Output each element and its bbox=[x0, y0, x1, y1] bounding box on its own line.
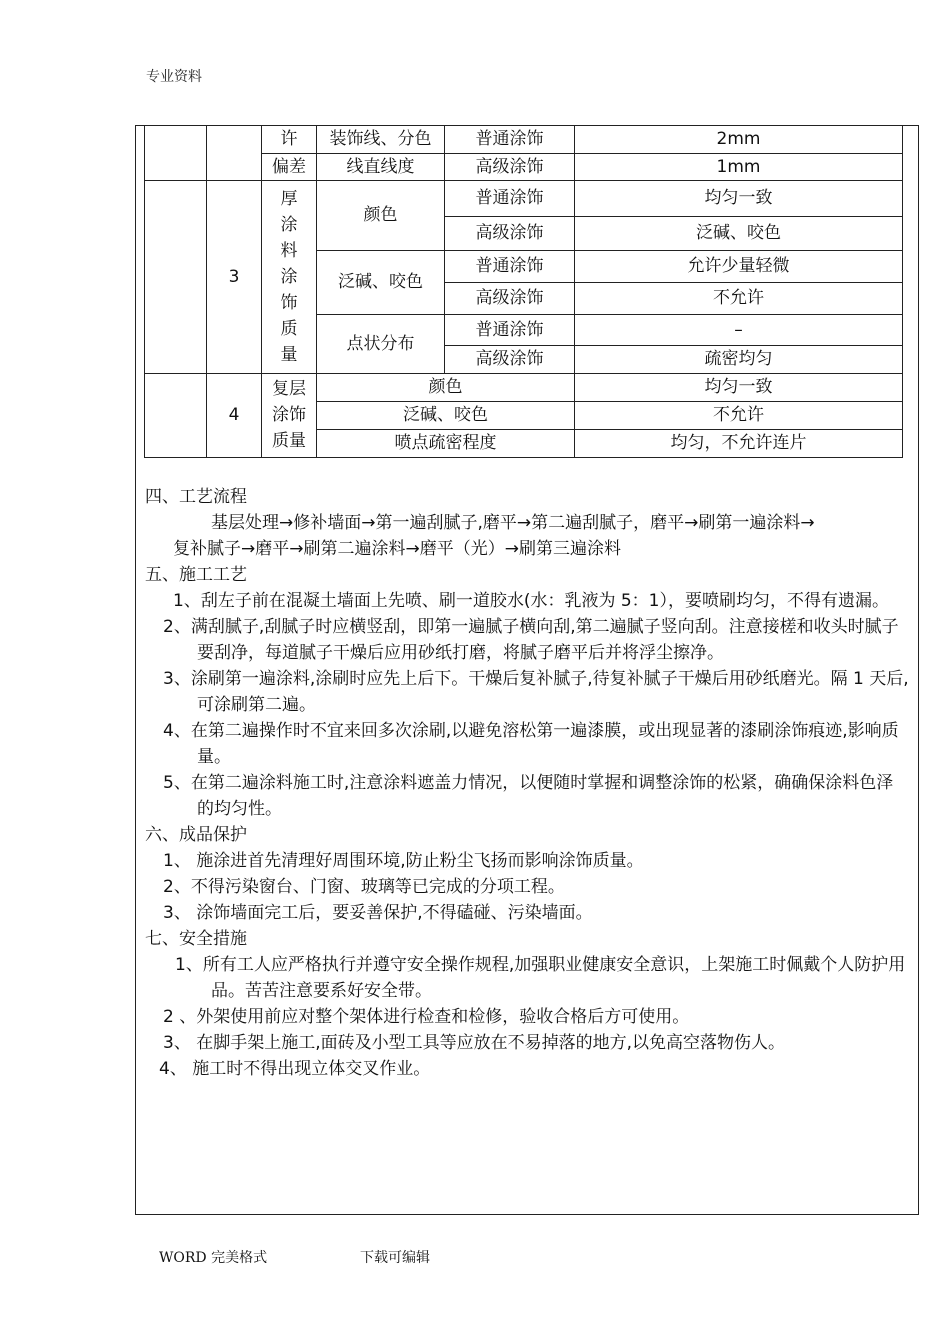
section-name-char: 厚 bbox=[280, 188, 298, 209]
table-row bbox=[145, 180, 903, 216]
section-name-line: 质量 bbox=[272, 431, 306, 451]
table-cell-value: 疏密均匀 bbox=[575, 345, 903, 373]
footer-left-label: WORD 完美格式 bbox=[159, 1250, 268, 1266]
table-cell-grade: 高级涂饰 bbox=[445, 282, 575, 314]
table-cell-grade: 普通涂饰 bbox=[445, 250, 575, 282]
section-number: 3 bbox=[207, 180, 262, 373]
table-cell-value: 均匀一致 bbox=[575, 373, 903, 401]
table-cell-value: – bbox=[575, 314, 903, 345]
table-cell-grade: 高级涂饰 bbox=[445, 153, 575, 180]
section-name-line: 复层 bbox=[272, 379, 306, 399]
table-cell-value: 不允许 bbox=[575, 282, 903, 314]
table-cell-blank bbox=[207, 125, 262, 180]
table-cell-part: 泛碱、咬色 bbox=[317, 401, 575, 429]
section-name-vertical bbox=[262, 373, 317, 457]
table-cell-grade: 高级涂饰 bbox=[445, 216, 575, 250]
table-cell-item: 许 bbox=[262, 125, 317, 153]
section-name-char: 饰 bbox=[280, 292, 298, 313]
section-name-char: 涂 bbox=[280, 214, 298, 235]
section-name-char: 质 bbox=[280, 318, 298, 339]
list-item: 1、所有工人应严格执行并遵守安全操作规程,加强职业健康安全意识，上架施工时佩戴个人防护用品。苦苦注意要系好安全带。 bbox=[175, 955, 906, 1001]
list-item: 1、刮左子前在混凝土墙面上先喷、刷一道胶水(水：乳液为 5：1），要喷刷均匀，不得有遗漏。 bbox=[173, 591, 889, 611]
table-cell-part: 颜色 bbox=[317, 180, 445, 250]
section-heading: 七、安全措施 bbox=[145, 929, 247, 949]
section-name-char: 量 bbox=[280, 344, 298, 365]
list-item: 4、在第二遍操作时不宜来回多次涂刷,以避免溶松第一遍漆膜，或出现显著的漆刷涂饰痕迹,影响质量。 bbox=[163, 721, 899, 767]
section-heading: 四、工艺流程 bbox=[145, 487, 247, 507]
section-name-char: 料 bbox=[280, 240, 298, 261]
section-heading: 六、成品保护 bbox=[145, 825, 247, 845]
table-cell-part: 颜色 bbox=[317, 373, 575, 401]
list-item: 3、 在脚手架上施工,面砖及小型工具等应放在不易掉落的地方,以免高空落物伤人。 bbox=[163, 1033, 786, 1053]
list-item: 1、 施涂进首先清理好周围环境,防止粉尘飞扬而影响涂饰质量。 bbox=[163, 851, 644, 871]
list-item: 3、涂刷第一遍涂料,涂刷时应先上后下。干燥后复补腻子,待复补腻子干燥后用砂纸磨光。隔 1 天后,可涂刷第二遍。 bbox=[163, 669, 909, 715]
process-flow-line: 复补腻子→磨平→刷第二遍涂料→磨平（光）→刷第三遍涂料 bbox=[173, 539, 621, 559]
section-number: 4 bbox=[207, 373, 262, 457]
table-row bbox=[145, 373, 903, 401]
section-name-vertical bbox=[262, 180, 317, 373]
quality-spec-table bbox=[144, 125, 903, 458]
list-item: 4、 施工时不得出现立体交叉作业。 bbox=[159, 1059, 431, 1079]
table-cell-grade: 普通涂饰 bbox=[445, 125, 575, 153]
table-cell-grade: 普通涂饰 bbox=[445, 314, 575, 345]
table-cell-value: 允许少量轻微 bbox=[575, 250, 903, 282]
table-cell-part: 装饰线、分色 bbox=[317, 125, 445, 153]
list-item: 2、满刮腻子,刮腻子时应横竖刮，即第一遍腻子横向刮,第二遍腻子竖向刮。注意接槎和收头时腻子要刮净，每道腻子干燥后应用砂纸打磨，将腻子磨平后并将浮尘擦净。 bbox=[163, 617, 899, 663]
document-body bbox=[145, 484, 910, 1082]
page-header-label: 专业资料 bbox=[146, 69, 202, 85]
table-cell-blank bbox=[145, 125, 207, 180]
table-cell-part: 喷点疏密程度 bbox=[317, 429, 575, 457]
table-cell-value: 1mm bbox=[575, 153, 903, 180]
list-item: 2、不得污染窗台、门窗、玻璃等已完成的分项工程。 bbox=[163, 877, 565, 897]
table-cell-part: 线直线度 bbox=[317, 153, 445, 180]
list-item: 2 、外架使用前应对整个架体进行检查和检修，验收合格后方可使用。 bbox=[163, 1007, 690, 1027]
table-cell-item: 偏差 bbox=[262, 153, 317, 180]
table-row bbox=[145, 125, 903, 153]
table-cell-value: 不允许 bbox=[575, 401, 903, 429]
table-cell-value: 2mm bbox=[575, 125, 903, 153]
table-cell-part: 点状分布 bbox=[317, 314, 445, 373]
table-cell-grade: 高级涂饰 bbox=[445, 345, 575, 373]
footer-right-label: 下载可编辑 bbox=[360, 1250, 430, 1266]
table-cell-blank bbox=[145, 180, 207, 373]
list-item: 3、 涂饰墙面完工后，要妥善保护,不得磕碰、污染墙面。 bbox=[163, 903, 593, 923]
table-cell-grade: 普通涂饰 bbox=[445, 180, 575, 216]
table-cell-value: 均匀一致 bbox=[575, 180, 903, 216]
section-name-line: 涂饰 bbox=[272, 405, 306, 425]
table-cell-value: 均匀，不允许连片 bbox=[575, 429, 903, 457]
section-heading: 五、施工工艺 bbox=[145, 565, 247, 585]
table-cell-blank bbox=[145, 373, 207, 457]
section-name-char: 涂 bbox=[280, 266, 298, 287]
table-cell-part: 泛碱、咬色 bbox=[317, 250, 445, 314]
table-cell-value: 泛碱、咬色 bbox=[575, 216, 903, 250]
list-item: 5、在第二遍涂料施工时,注意涂料遮盖力情况，以便随时掌握和调整涂饰的松紧，确确保涂料色泽的均匀性。 bbox=[163, 773, 894, 819]
process-flow-line: 基层处理→修补墙面→第一遍刮腻子,磨平→第二遍刮腻子，磨平→刷第一遍涂料→ bbox=[211, 513, 815, 533]
